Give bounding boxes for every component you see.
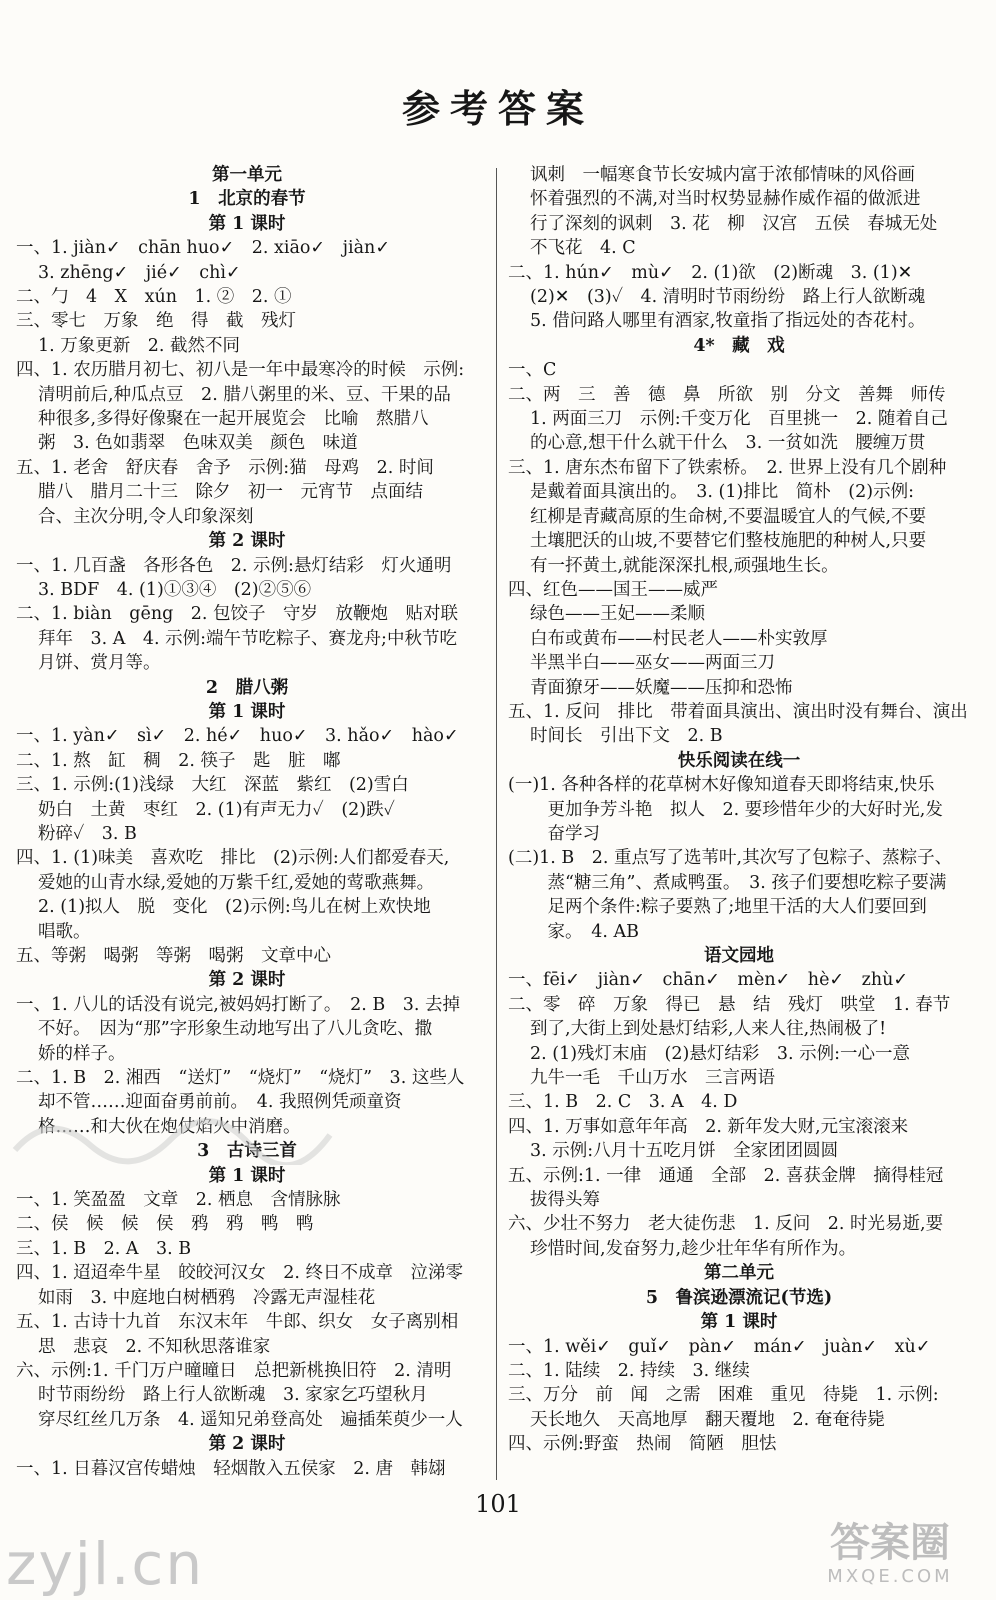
answer-line: 一、1. 日暮汉宫传蜡烛 轻烟散入五侯家 2. 唐 韩翃 (16, 1458, 446, 1479)
answer-line: 二、1. 熬 缸 稠 2. 筷子 匙 脏 嘟 (16, 750, 341, 771)
answer-line: 到了,大街上到处悬灯结彩,人来人往,热闹极了! (530, 1019, 887, 1040)
watermark-right-bottom: MXQE.COM (827, 1566, 953, 1587)
answer-line: 一、1. 几百盏 各形各色 2. 示例:悬灯结彩 灯火通明 (16, 555, 452, 576)
answer-line: 不好。 因为“那”字形象生动地写出了八儿贪吃、撒 (38, 1019, 433, 1040)
stamp-watermark (10, 1105, 340, 1165)
answer-line: 穿尽红丝几万条 4. 遥知兄弟登高处 遍插茱萸少一人 (38, 1409, 463, 1430)
answer-line: 五、等粥 喝粥 等粥 喝粥 文章中心 (16, 946, 331, 966)
answer-line: 5. 借问路人哪里有酒家,牧童指了指远处的杏花村。 (530, 311, 926, 332)
answer-line: 粥 3. 色如翡翠 色味双美 颜色 味道 (38, 433, 358, 454)
answer-line: 却不管……迎面奋勇前前。 4. 我照例凭顽童资 (38, 1092, 402, 1113)
answer-line: 思 悲哀 2. 不知秋思落谁家 (38, 1336, 271, 1357)
answer-line: 三、1. 示例:(1)浅绿 大红 深蓝 紫红 (2)雪白 (16, 775, 409, 796)
answer-line: 3. 示例:八月十五吃月饼 全家团团圆圆 (530, 1141, 839, 1162)
answer-line: 五、1. 老舍 舒庆春 舍予 示例:猫 母鸡 2. 时间 (16, 457, 434, 478)
answer-line: 一、1. jiàn✓ chān huo✓ 2. xiāo✓ jiàn✓ (16, 238, 390, 259)
answer-line: 红柳是青藏高原的生命树,不要温暖宜人的气候,不要 (530, 506, 927, 527)
section-heading: 第 1 课时 (208, 1165, 286, 1186)
answer-line: 拔得头筹 (530, 1190, 600, 1211)
answer-line: 四、示例:野蛮 热闹 简陋 胆怯 (508, 1434, 777, 1455)
section-heading: 第二单元 (704, 1263, 774, 1284)
left-column (16, 163, 478, 1481)
section-heading: 快乐阅读在线一 (677, 750, 801, 771)
answer-line: 二、勹 4 X xún 1. ② 2. ① (16, 287, 292, 308)
answer-line: 六、示例:1. 千门万户曈曈日 总把新桃换旧符 2. 清明 (16, 1360, 452, 1381)
section-heading: 2 腊八粥 (205, 677, 289, 698)
right-column (508, 163, 970, 1457)
answer-line: 四、1. (1)味美 喜欢吃 排比 (2)示例:人们都爱春天, (16, 848, 450, 869)
answer-line: 时节雨纷纷 路上行人欲断魂 3. 家家乞巧望秋月 (38, 1385, 428, 1406)
answer-line: 一、fēi✓ jiàn✓ chān✓ mèn✓ hè✓ zhù✓ (508, 970, 909, 991)
section-heading: 3 古诗三首 (197, 1141, 297, 1162)
answer-line: 2. (1)残灯末庙 (2)悬灯结彩 3. 示例:一心一意 (530, 1043, 910, 1064)
answer-line: 四、红色——国王——威严 (508, 579, 718, 600)
answer-line: (一)1. 各种各样的花草树木好像知道春天即将结束,快乐 (508, 775, 935, 796)
answer-line: 合、主次分明,令人印象深刻 (38, 506, 254, 527)
answer-line: 二、1. hún✓ mù✓ 2. (1)欲 (2)断魂 3. (1)✕ (508, 262, 913, 283)
answer-line: 一、1. 八儿的话没有说完,被妈妈打断了。 2. B 3. 去掉 (16, 994, 460, 1015)
answer-line: 二、两 三 善 德 鼻 所欲 别 分文 善舞 师传 (508, 384, 946, 405)
answer-line: 行了深刻的讽刺 3. 花 柳 汉宫 五侯 春城无处 (530, 213, 938, 234)
section-heading: 4* 藏 戏 (693, 335, 785, 356)
answer-line: 四、1. 农历腊月初七、初八是一年中最寒冷的时候 示例: (16, 360, 465, 381)
answer-line: 不飞花 4. C (530, 238, 636, 259)
answer-line: 3. zhēng✓ jié✓ chì✓ (38, 262, 241, 283)
section-heading: 1 北京的春节 (188, 189, 306, 210)
answer-line: 有一抔黄土,就能深深扎根,顽强地生长。 (530, 555, 839, 576)
answer-line: 1. 两面三刀 示例:千变万化 百里挑一 2. 随着自己 (530, 409, 948, 430)
section-heading: 第 1 课时 (700, 1312, 778, 1333)
answer-line: 天长地久 天高地厚 翻天覆地 2. 奄奄待毙 (530, 1409, 885, 1430)
answer-line: 娇的样子。 (38, 1043, 126, 1064)
watermark-left: zyjl.cn (6, 1530, 205, 1598)
answer-line: 粉碎✓ 3. B (38, 823, 137, 844)
section-heading: 语文园地 (704, 946, 774, 966)
answer-line: 奋学习 (530, 823, 600, 844)
answer-line: 腊八 腊月二十三 除夕 初一 元宵节 点面结 (38, 482, 423, 503)
answer-line: 更加争芳斗艳 拟人 2. 要珍惜年少的大好时光,发 (530, 799, 943, 820)
answer-line: 爱她的山青水绿,爱她的万紫千红,爱她的莺歌燕舞。 (38, 872, 435, 893)
answer-line: 格……和大伙在炮仗焰火中消磨。 (38, 1116, 301, 1137)
answer-line: 二、侯 候 候 侯 鸦 鸦 鸭 鸭 (16, 1214, 314, 1235)
answer-line: 如雨 3. 中庭地白树栖鸦 冷露无声湿桂花 (38, 1287, 376, 1308)
answer-line: 二、零 碎 万象 得已 悬 结 残灯 哄堂 1. 春节 (508, 994, 951, 1015)
answer-line: 怀着强烈的不满,对当时权势显赫作威作福的做派进 (530, 189, 921, 210)
section-heading: 第一单元 (212, 165, 282, 185)
answer-line: 三、1. B 2. A 3. B (16, 1238, 192, 1259)
answer-line: 四、1. 万事如意年年高 2. 新年发大财,元宝滚滚来 (508, 1116, 909, 1137)
answer-line: 三、1. B 2. C 3. A 4. D (508, 1092, 738, 1113)
answer-line: 种很多,多得好像聚在一起开展览会 比喻 熬腊八 (38, 409, 429, 430)
answer-line: 青面獠牙——妖魔——压抑和恐怖 (530, 677, 793, 698)
answer-line: 九牛一毛 千山万水 三言两语 (530, 1068, 775, 1089)
answer-line: 五、1. 反问 排比 带着面具演出、演出时没有舞台、演出 (508, 701, 968, 722)
answer-line: 五、示例:1. 一律 通通 全部 2. 喜获金牌 摘得桂冠 (508, 1165, 944, 1186)
answer-line: 是戴着面具演出的。 3. (1)排比 简朴 (2)示例: (530, 482, 914, 503)
section-heading: 第 2 课时 (208, 970, 286, 991)
answer-line: 拜年 3. A 4. 示例:端午节吃粽子、赛龙舟;中秋节吃 (38, 628, 457, 649)
watermark-right (800, 1520, 980, 1587)
answer-line: 土壤肥沃的山坡,不要替它们整枝施肥的种树人,只要 (530, 531, 927, 552)
answer-line: 半黑半白——巫女——两面三刀 (530, 653, 775, 674)
answer-line: 1. 万象更新 2. 截然不同 (38, 335, 241, 356)
answer-line: 清明前后,种瓜点豆 2. 腊八粥里的米、豆、干果的品 (38, 384, 451, 405)
answer-line: 2. (1)拟人 脱 变化 (2)示例:鸟儿在树上欢快地 (38, 897, 431, 918)
answer-line: 讽刺 一幅寒食节长安城内富于浓郁情味的风俗画 (530, 165, 915, 185)
section-heading: 第 2 课时 (208, 531, 286, 552)
answer-line: 五、1. 古诗十九首 东汉末年 牛郎、织女 女子离别相 (16, 1312, 459, 1333)
answer-line: 珍惜时间,发奋努力,趁少壮年华有所作为。 (530, 1238, 857, 1259)
answer-line: 三、万分 前 闻 之需 困难 重见 待毙 1. 示例: (508, 1385, 939, 1406)
answer-line: (2)✕ (3)✓ 4. 清明时节雨纷纷 路上行人欲断魂 (530, 287, 926, 308)
answer-line: 一、C (508, 360, 557, 381)
watermark-right-top: 答案圈 (830, 1520, 950, 1566)
answer-line: 家。 4. AB (530, 921, 640, 942)
section-heading: 第 2 课时 (208, 1434, 286, 1455)
answer-line: 3. BDF 4. (1)①③④ (2)②⑤⑥ (38, 579, 312, 600)
answer-line: 月饼、赏月等。 (38, 653, 161, 674)
answer-line: 时间长 引出下文 2. B (530, 726, 723, 747)
answer-line: 绿色——王妃——柔顺 (530, 604, 705, 625)
answer-line: 二、1. 陆续 2. 持续 3. 继续 (508, 1360, 750, 1381)
page-number: 101 (475, 1490, 521, 1518)
answer-line: 一、1. yàn✓ sì✓ 2. hé✓ huo✓ 3. hǎo✓ hào✓ (16, 726, 459, 747)
answer-line: 一、1. wěi✓ guǐ✓ pàn✓ mán✓ juàn✓ xù✓ (508, 1336, 931, 1357)
answer-line: 唱歌。 (38, 921, 91, 942)
answer-line: 蒸“糖三角”、煮咸鸭蛋。 3. 孩子们要想吃粽子要满 (530, 872, 947, 893)
answer-line: 的心意,想干什么就干什么 3. 一贫如洗 腰缠万贯 (530, 433, 926, 454)
answer-line: 奶白 土黄 枣红 2. (1)有声无力✓ (2)跌✓ (38, 799, 395, 820)
section-heading: 5 鲁滨逊漂流记(节选) (645, 1287, 833, 1308)
answer-line: 二、1. biàn gēng 2. 包饺子 守岁 放鞭炮 贴对联 (16, 604, 459, 625)
answer-line: 二、1. B 2. 湘西 “送灯” “烧灯” “烧灯” 3. 这些人 (16, 1068, 465, 1089)
answer-line: 一、1. 笑盈盈 文章 2. 栖息 含情脉脉 (16, 1190, 341, 1211)
page-title: 参考答案 (401, 86, 594, 131)
answer-line: (二)1. B 2. 重点写了选苇叶,其次写了包粽子、蒸粽子、 (508, 848, 953, 869)
answer-line: 六、少壮不努力 老大徒伤悲 1. 反问 2. 时光易逝,要 (508, 1214, 944, 1235)
answer-line: 足两个条件:粽子要熟了;地里干活的大人们要回到 (530, 897, 927, 918)
section-heading: 第 1 课时 (208, 213, 286, 234)
answer-line: 白布或黄布——村民老人——朴实敦厚 (530, 628, 828, 649)
answer-line: 四、1. 迢迢牵牛星 皎皎河汉女 2. 终日不成章 泣涕零 (16, 1263, 464, 1284)
answer-line: 三、零七 万象 绝 得 截 残灯 (16, 311, 296, 332)
column-divider (496, 168, 497, 1480)
answer-line: 三、1. 唐东杰布留下了铁索桥。 2. 世界上没有几个剧种 (508, 457, 947, 478)
section-heading: 第 1 课时 (208, 701, 286, 722)
